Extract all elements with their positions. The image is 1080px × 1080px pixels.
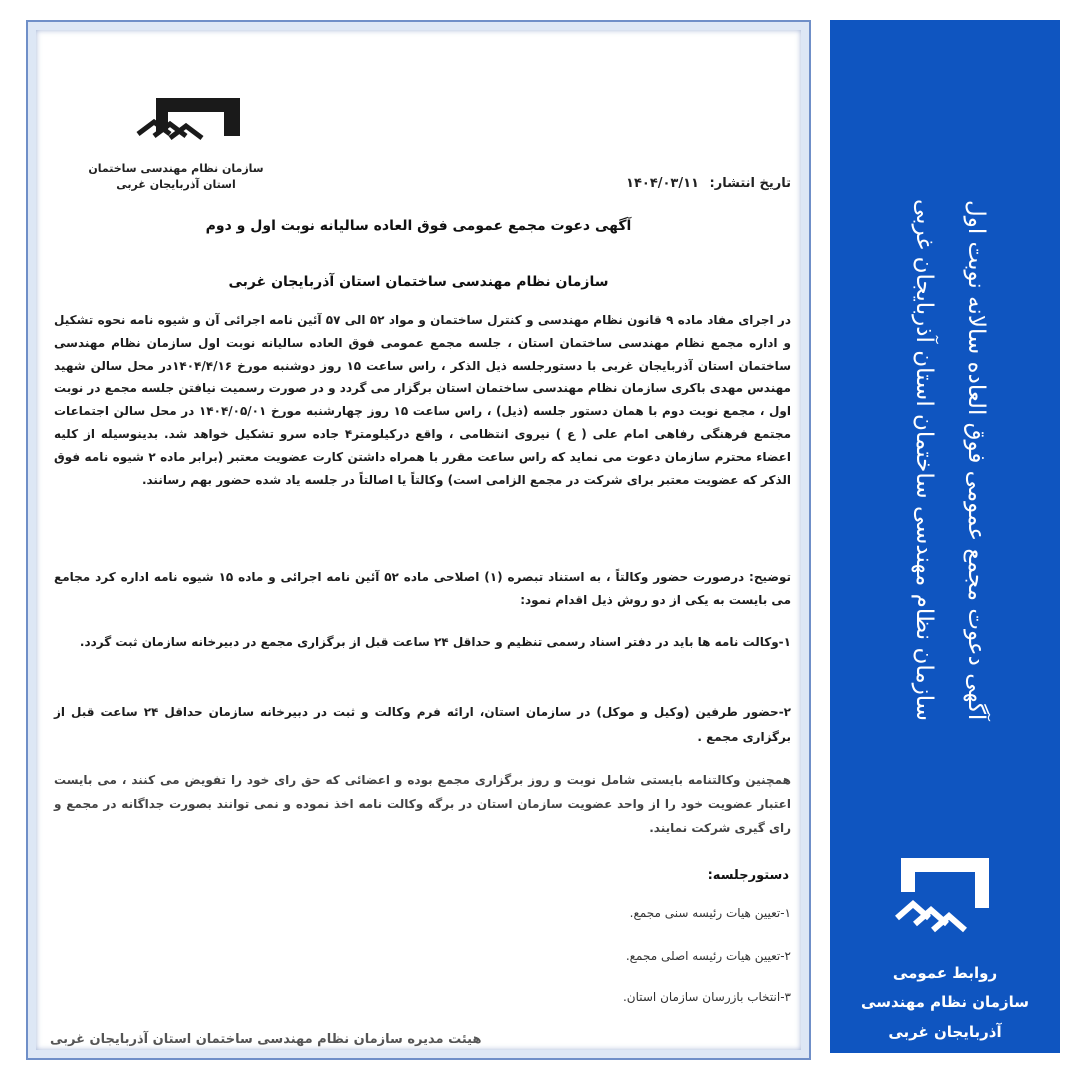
pr-line1: روابط عمومی xyxy=(892,964,998,982)
final-paragraph: همچنین وکالتنامه بایستی شامل نوبت و روز برگزاری مجمع بوده و اعضائی که حق رای خود را تفویض می کنند ، می بایست اعتبار عضویت خود را از واحد عضویت سازمان استان در برگه وکالت نامه اخذ نموده و نمی توانند بصورت جداگانه در مجمع و رای گیری شرکت نمایند. xyxy=(54,773,791,835)
side-panel-title xyxy=(842,100,1002,820)
announcement-document xyxy=(36,30,801,1050)
side-title-line1: آگهی دعوت مجمع عمومی فوق العاده سالانه نوبت اول xyxy=(963,199,989,721)
note-paragraph: توضیح: درصورت حضور وکالتاً ، به استناد تبصره (۱) اصلاحی ماده ۵۲ آئین نامه اجرائی و ماده ۱۵ شیوه نامه اداره کرد مجامع می بایست به یکی از دو روش ذیل اقدام نمود: xyxy=(54,570,791,607)
pr-line2: سازمان نظام مهندسی xyxy=(861,993,1029,1011)
proxy-method-2: ۲-حضور طرفین (وکیل و موکل) در سازمان استان، ارائه فرم وکالت و ثبت در دبیرخانه سازمان حداقل ۲۴ ساعت قبل از برگزاری مجمع . xyxy=(54,705,791,744)
agenda-heading: دستورجلسه: xyxy=(707,868,789,883)
document-subtitle: سازمان نظام مهندسی ساختمان استان آذربایجان غربی xyxy=(228,274,609,290)
document-frame xyxy=(26,20,811,1060)
board-signature: هیئت مدیره سازمان نظام مهندسی ساختمان استان آذربایجان غربی xyxy=(50,1032,482,1047)
agenda-item: ۱-تعیین هیات رئیسه سنی مجمع. xyxy=(629,906,791,920)
side-panel xyxy=(830,20,1060,1053)
org-name-line1: سازمان نظام مهندسی ساختمان xyxy=(88,162,264,175)
publish-date xyxy=(626,176,791,191)
document-title: آگهی دعوت مجمع عمومی فوق العاده سالیانه نوبت اول و دوم xyxy=(205,218,632,234)
side-title-line2: سازمان نظام مهندسی ساختمان استان آذربایجان غربی xyxy=(911,198,937,722)
engineering-org-logo-icon xyxy=(895,852,995,947)
agenda-item: ۳-انتخاب بازرسان سازمان استان. xyxy=(622,990,791,1004)
engineering-org-logo-icon xyxy=(128,92,248,152)
proxy-method-1: ۱-وکالت نامه ها باید در دفتر اسناد رسمی تنظیم و حداقل ۲۴ ساعت قبل از برگزاری مجمع در دبیرخانه سازمان ثبت گردد. xyxy=(79,635,791,649)
publish-date-label: تاریخ انتشار: xyxy=(709,176,791,191)
publish-date-value: ۱۴۰۴/۰۳/۱۱ xyxy=(626,176,699,191)
pr-line3: آذربایجان غربی xyxy=(888,1023,1002,1041)
main-paragraph: در اجرای مفاد ماده ۹ قانون نظام مهندسی و کنترل ساختمان و مواد ۵۲ الی ۵۷ آئین نامه اجرائی آن و شیوه نامه نحوه تشکیل و اداره مجمع نظام مهندسی ساختمان استان ، جلسه مجمع عمومی فوق العاده سالیانه نوبت اول سازمان نظام مهندسی ساختمان استان آذربایجان غربی با دستورجلسه ذیل الذکر ، راس ساعت ۱۵ روز دوشنبه مورخ ۱۴۰۴/۴/۱۶در محل سالن شهید مهندس مهدی باکری سازمان نظام مهندسی ساختمان استان برگزار می گردد و در صورت رسمیت نیافتن جلسه مجمع در نوبت اول ، مجمع نوبت دوم با همان دستور جلسه (ذیل) ، راس ساعت ۱۵ روز چهارشنبه مورخ ۱۴۰۴/۰۵/۰۱ در محل سالن اجتماعات مجتمع فرهنگی رفاهی امام علی ( ع ) نیروی انتظامی ، واقع درکیلومتر۴ جاده سرو تشکیل خواهد شد. بدینوسیله از کلیه اعضاء محترم سازمان دعوت می نماید که راس ساعت مقرر با همراه داشتن کارت عضویت معتبر (برابر ماده ۲ شیوه نامه فوق الذکر که عضویت معتبر برای شرکت در مجمع الزامی است) وکالتاً یا اصالتاً در جلسه یاد شده حضور بهم رسانند. xyxy=(54,313,792,487)
agenda-item: ۲-تعیین هیات رئیسه اصلی مجمع. xyxy=(625,949,791,963)
org-name-line2: استان آذربایجان غربی xyxy=(116,178,236,191)
